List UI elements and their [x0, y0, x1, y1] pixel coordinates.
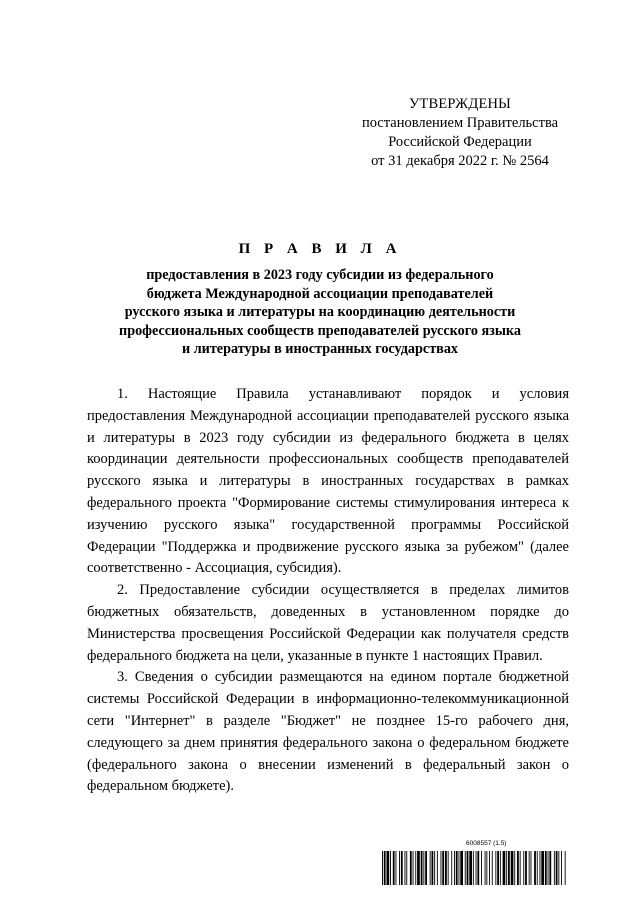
document-number: 6008557 (1.5) [466, 840, 507, 847]
document-title: П Р А В И Л А [238, 241, 402, 257]
document-body [87, 384, 569, 798]
approval-heading: УТВЕРЖДЕНЫ [408, 96, 512, 112]
approval-line-2: Российской Федерации [388, 134, 532, 150]
barcode-image [382, 851, 566, 885]
approval-stamp [345, 95, 575, 171]
subtitle-line: бюджета Международной ассоциации преподавателей [146, 285, 494, 302]
subtitle-line: и литературы в иностранных государствах [181, 341, 459, 357]
subtitle-line: русского языка и литературы на координацию деятельности [124, 304, 516, 320]
paragraph-3: 3. Сведения о субсидии размещаются на едином портале бюджетной системы Российской Федерации в информационно-телекоммуникационной сети "Интернет" в разделе "Бюджет" не позднее 15-го рабочего дня, следующего за днем принятия федерального закона о федеральном бюджете (федерального закона о внесении изменений в федеральный закон о федеральном бюджете). [87, 669, 569, 795]
subtitle-line: профессиональных сообществ преподавателей русского языка [119, 322, 521, 339]
paragraph-1: 1. Настоящие Правила устанавливают порядок и условия предоставления Международной ассоциации преподавателей русского языка и литературы в 2023 году субсидии из федерального бюджета в целях координации деятельности профессиональных сообществ преподавателей русского языка и литературы в иностранных государствах в рамках федерального проекта "Формирование системы стимулирования интереса к изучению русского языка" государственной программы Российской Федерации "Поддержка и продвижение русского языка за рубежом" (далее соответственно - Ассоциация, субсидия). [87, 386, 569, 577]
approval-line-1: постановлением Правительства [361, 115, 559, 131]
paragraph-2: 2. Предоставление субсидии осуществляется в пределах лимитов бюджетных обязательств, доведенных в установленном порядке до Министерства просвещения Российской Федерации как получателя средств федерального бюджета на цели, указанные в пункте 1 настоящих Правил. [87, 582, 569, 664]
subtitle-line: предоставления в 2023 году субсидии из федерального [146, 267, 494, 283]
approval-line-3: от 31 декабря 2022 г. № 2564 [371, 153, 549, 169]
document-subtitle [80, 266, 560, 359]
